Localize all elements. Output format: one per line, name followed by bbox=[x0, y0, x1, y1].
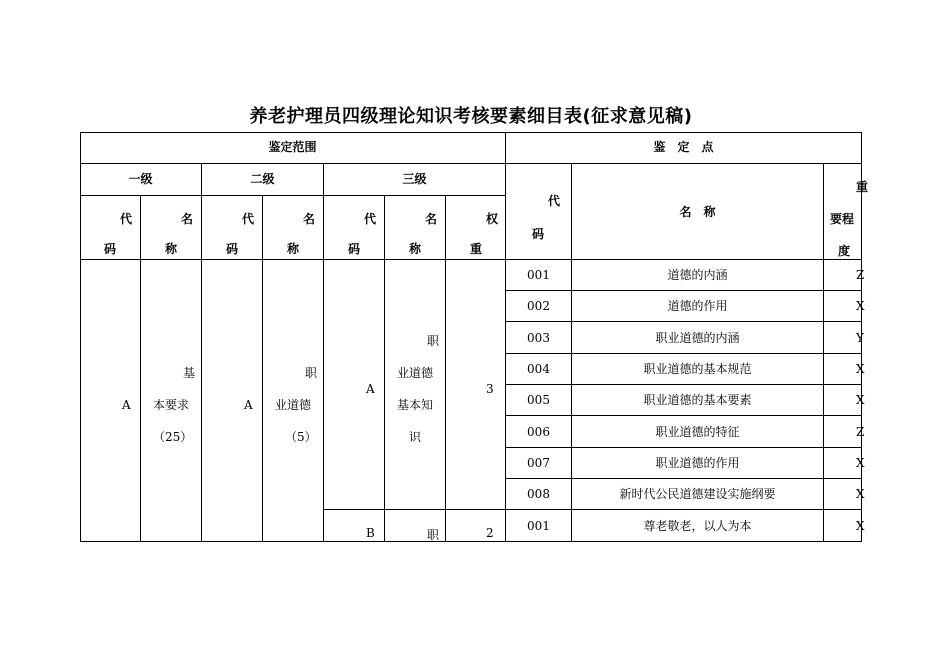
point-importance-cell bbox=[824, 385, 865, 416]
l3b-name-cell: 职 bbox=[385, 510, 446, 542]
l3b-weight-cell: 2 bbox=[446, 510, 506, 542]
point-name-cell: 尊老敬老，以人为本 bbox=[572, 510, 824, 542]
point-code-cell: 005 bbox=[506, 385, 572, 416]
assessment-table bbox=[80, 132, 869, 542]
point-importance-value: X bbox=[856, 519, 865, 533]
header-l3-weight: 权 重 bbox=[446, 196, 506, 260]
point-importance-cell bbox=[824, 510, 865, 542]
header-l3-name: 名 称 bbox=[385, 196, 446, 260]
point-importance-cell bbox=[824, 260, 865, 291]
header-l2-code: 代 码 bbox=[202, 196, 263, 260]
point-importance-cell bbox=[824, 448, 865, 479]
point-importance-cell bbox=[824, 322, 862, 354]
header-importance: 重 要程 度 bbox=[824, 164, 862, 260]
point-name-cell: 道德的作用 bbox=[572, 291, 824, 322]
l3b-code-cell: B bbox=[324, 510, 385, 542]
point-importance-value: X bbox=[856, 393, 865, 407]
point-importance-cell bbox=[824, 291, 865, 322]
header-l3-code: 代 码 bbox=[324, 196, 385, 260]
header-l1-name: 名 称 bbox=[141, 196, 202, 260]
point-name-cell: 职业道德的特征 bbox=[572, 416, 824, 448]
point-code-cell: 004 bbox=[506, 354, 572, 385]
header-level1: 一级 bbox=[80, 164, 202, 196]
point-importance-value: X bbox=[856, 487, 865, 501]
l2-name-cell: 职 业道德 （5） bbox=[263, 260, 324, 542]
header-l1-code: 代 码 bbox=[80, 196, 141, 260]
point-name-cell: 职业道德的内涵 bbox=[572, 322, 824, 354]
point-code-cell: 008 bbox=[506, 479, 572, 510]
header-level3: 三级 bbox=[324, 164, 506, 196]
point-importance-cell bbox=[824, 479, 865, 510]
point-importance-value: X bbox=[856, 299, 865, 313]
point-code-cell: 003 bbox=[506, 322, 572, 354]
header-point-name: 名 称 bbox=[572, 164, 824, 260]
point-importance-cell bbox=[824, 416, 865, 448]
l3a-name-cell: 职 业道德 基本知 识 bbox=[385, 260, 446, 510]
l1-name-cell: 基 本要求 （25） bbox=[141, 260, 202, 542]
point-importance-value: X bbox=[856, 456, 865, 470]
page-title: 养老护理员四级理论知识考核要素细目表(征求意见稿) bbox=[249, 106, 693, 127]
l3a-weight-cell: 3 bbox=[446, 260, 506, 510]
point-importance-value: Z bbox=[856, 425, 865, 439]
point-code-cell: 001 bbox=[506, 260, 572, 291]
header-point-code: 代 码 bbox=[506, 164, 572, 260]
l3a-code-cell: A bbox=[324, 260, 385, 510]
point-code-cell: 006 bbox=[506, 416, 572, 448]
point-name-cell: 新时代公民道德建设实施纲要 bbox=[572, 479, 824, 510]
point-importance-value: Y bbox=[856, 331, 864, 345]
l1-code-cell: A bbox=[80, 260, 141, 542]
point-importance-value: Z bbox=[856, 268, 865, 282]
point-name-cell: 道德的内涵 bbox=[572, 260, 824, 291]
point-name-cell: 职业道德的基本规范 bbox=[572, 354, 824, 385]
point-importance-value: X bbox=[856, 362, 865, 376]
point-code-cell: 001 bbox=[506, 510, 572, 542]
header-scope: 鉴定范围 bbox=[80, 132, 506, 164]
point-name-cell: 职业道德的作用 bbox=[572, 448, 824, 479]
header-level2: 二级 bbox=[202, 164, 324, 196]
header-l2-name: 名 称 bbox=[263, 196, 324, 260]
header-points: 鉴 定 点 bbox=[506, 132, 862, 164]
l2-code-cell: A bbox=[202, 260, 263, 542]
point-code-cell: 002 bbox=[506, 291, 572, 322]
point-code-cell: 007 bbox=[506, 448, 572, 479]
point-importance-cell bbox=[824, 354, 865, 385]
point-name-cell: 职业道德的基本要素 bbox=[572, 385, 824, 416]
